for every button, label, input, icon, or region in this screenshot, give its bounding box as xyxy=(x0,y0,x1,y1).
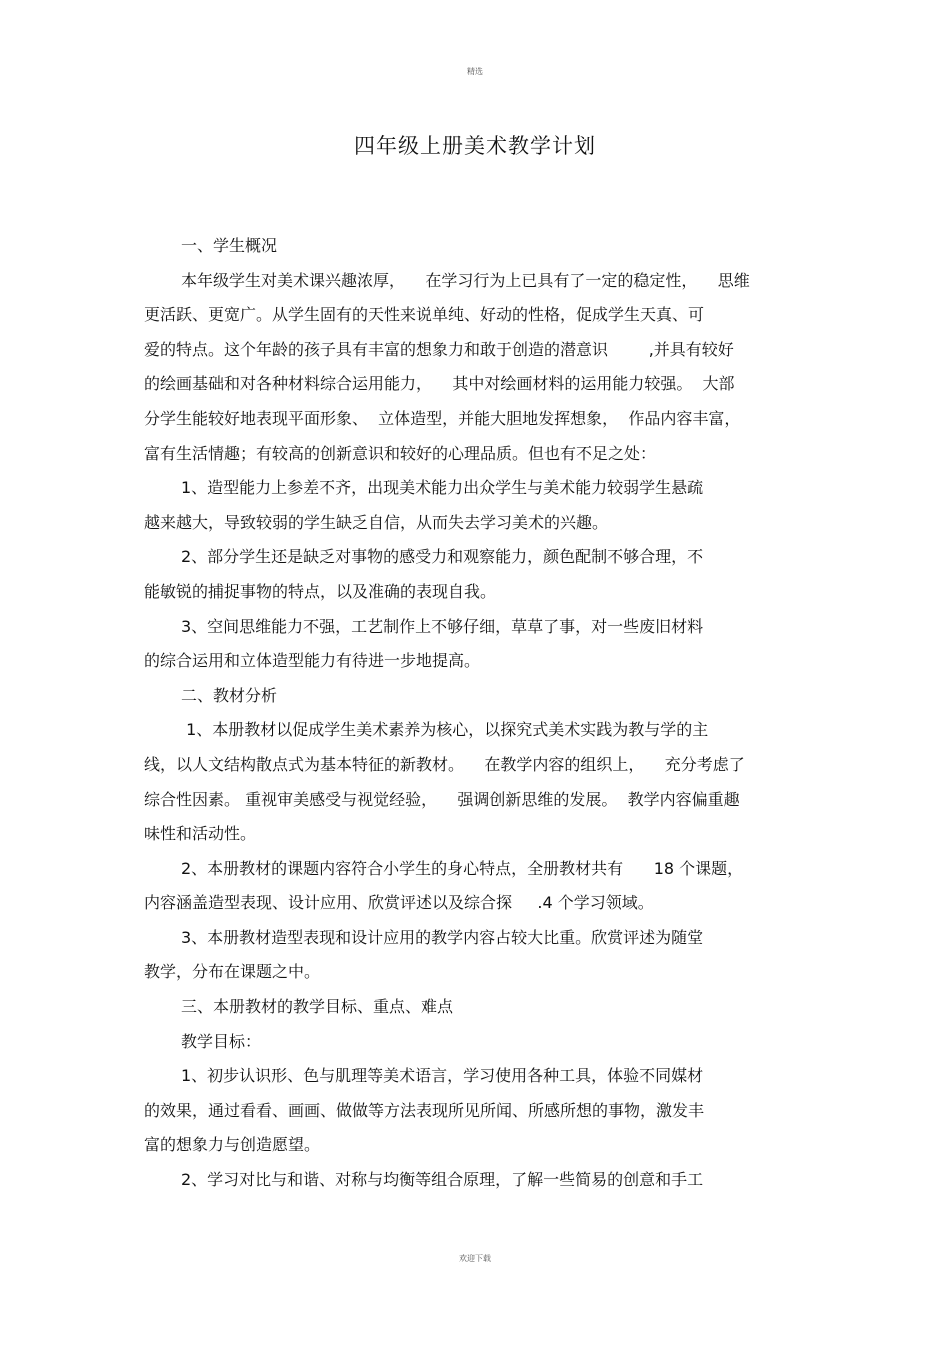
text-line: 2、学习对比与和谐、对称与均衡等组合原理，了解一些简易的创意和手工 xyxy=(181,1170,704,1190)
text-line: 味性和活动性。 xyxy=(144,824,257,844)
text-line: 富的想象力与创造愿望。 xyxy=(144,1135,321,1155)
text-line: 的综合运用和立体造型能力有待进一步地提高。 xyxy=(144,651,481,671)
text-line: 2、部分学生还是缺乏对事物的感受力和观察能力，颜色配制不够合理，不 xyxy=(181,547,704,567)
text-line: 富有生活情趣；有较高的创新意识和较好的心理品质。但也有不足之处： xyxy=(144,443,657,463)
text-line: 本年级学生对美术课兴趣浓厚， 在学习行为上已具有了一定的稳定性， 思维 xyxy=(181,270,750,290)
text-line: 爱的特点。这个年龄的孩子具有丰富的想象力和敢于创造的潜意识 ,并具有较好 xyxy=(144,339,734,359)
text-line: 越来越大，导致较弱的学生缺乏自信，从而失去学习美术的兴趣。 xyxy=(144,512,609,532)
text-line: 的效果，通过看看、画画、做做等方法表现所见所闻、所感所想的事物，激发丰 xyxy=(144,1100,705,1120)
text-line: 更活跃、更宽广。从学生固有的天性来说单纯、好动的性格，促成学生天真、可 xyxy=(144,305,705,325)
text-line: 3、空间思维能力不强，工艺制作上不够仔细，草草了事，对一些废旧材料 xyxy=(181,616,704,636)
text-line: 的绘画基础和对各种材料综合运用能力， 其中对绘画材料的运用能力较强。 大部 xyxy=(144,374,735,394)
text-line: 内容涵盖造型表现、设计应用、欣赏评述以及综合探 .4 个学习领域。 xyxy=(144,893,654,913)
text-line: 3、本册教材造型表现和设计应用的教学内容占较大比重。欣赏评述为随堂 xyxy=(181,927,704,947)
text-line: 二、教材分析 xyxy=(181,685,278,705)
text-line: 线，以人文结构散点式为基本特征的新教材。 在教学内容的组织上， 充分考虑了 xyxy=(144,754,745,774)
text-line: 1、初步认识形、色与肌理等美术语言，学习使用各种工具，体验不同媒材 xyxy=(181,1066,704,1086)
text-line: 2、本册教材的课题内容符合小学生的身心特点，全册教材共有 18 个课题， xyxy=(181,858,744,878)
document-body xyxy=(144,229,808,1198)
text-line: 三、本册教材的教学目标、重点、难点 xyxy=(181,997,454,1017)
text-line: 1、造型能力上参差不齐，出现美术能力出众学生与美术能力较弱学生悬疏 xyxy=(181,478,704,498)
text-line: 教学，分布在课题之中。 xyxy=(144,962,321,982)
text-line: 分学生能较好地表现平面形象、 立体造型，并能大胆地发挥想象， 作品内容丰富， xyxy=(144,408,741,428)
text-line: 能敏锐的捕捉事物的特点，以及准确的表现自我。 xyxy=(144,581,497,601)
text-line: 1、本册教材以促成学生美术素养为核心，以探究式美术实践为教与学的主 xyxy=(181,720,709,740)
document-title: 四年级上册美术教学计划 xyxy=(354,134,596,158)
header-watermark: 精选 xyxy=(467,67,483,76)
text-line: 一、学生概况 xyxy=(181,236,278,255)
text-line: 综合性因素。 重视审美感受与视觉经验， 强调创新思维的发展。 教学内容偏重趣 xyxy=(144,789,740,809)
footer-watermark: 欢迎下载 xyxy=(459,1254,491,1263)
text-line: 教学目标： xyxy=(181,1031,262,1051)
